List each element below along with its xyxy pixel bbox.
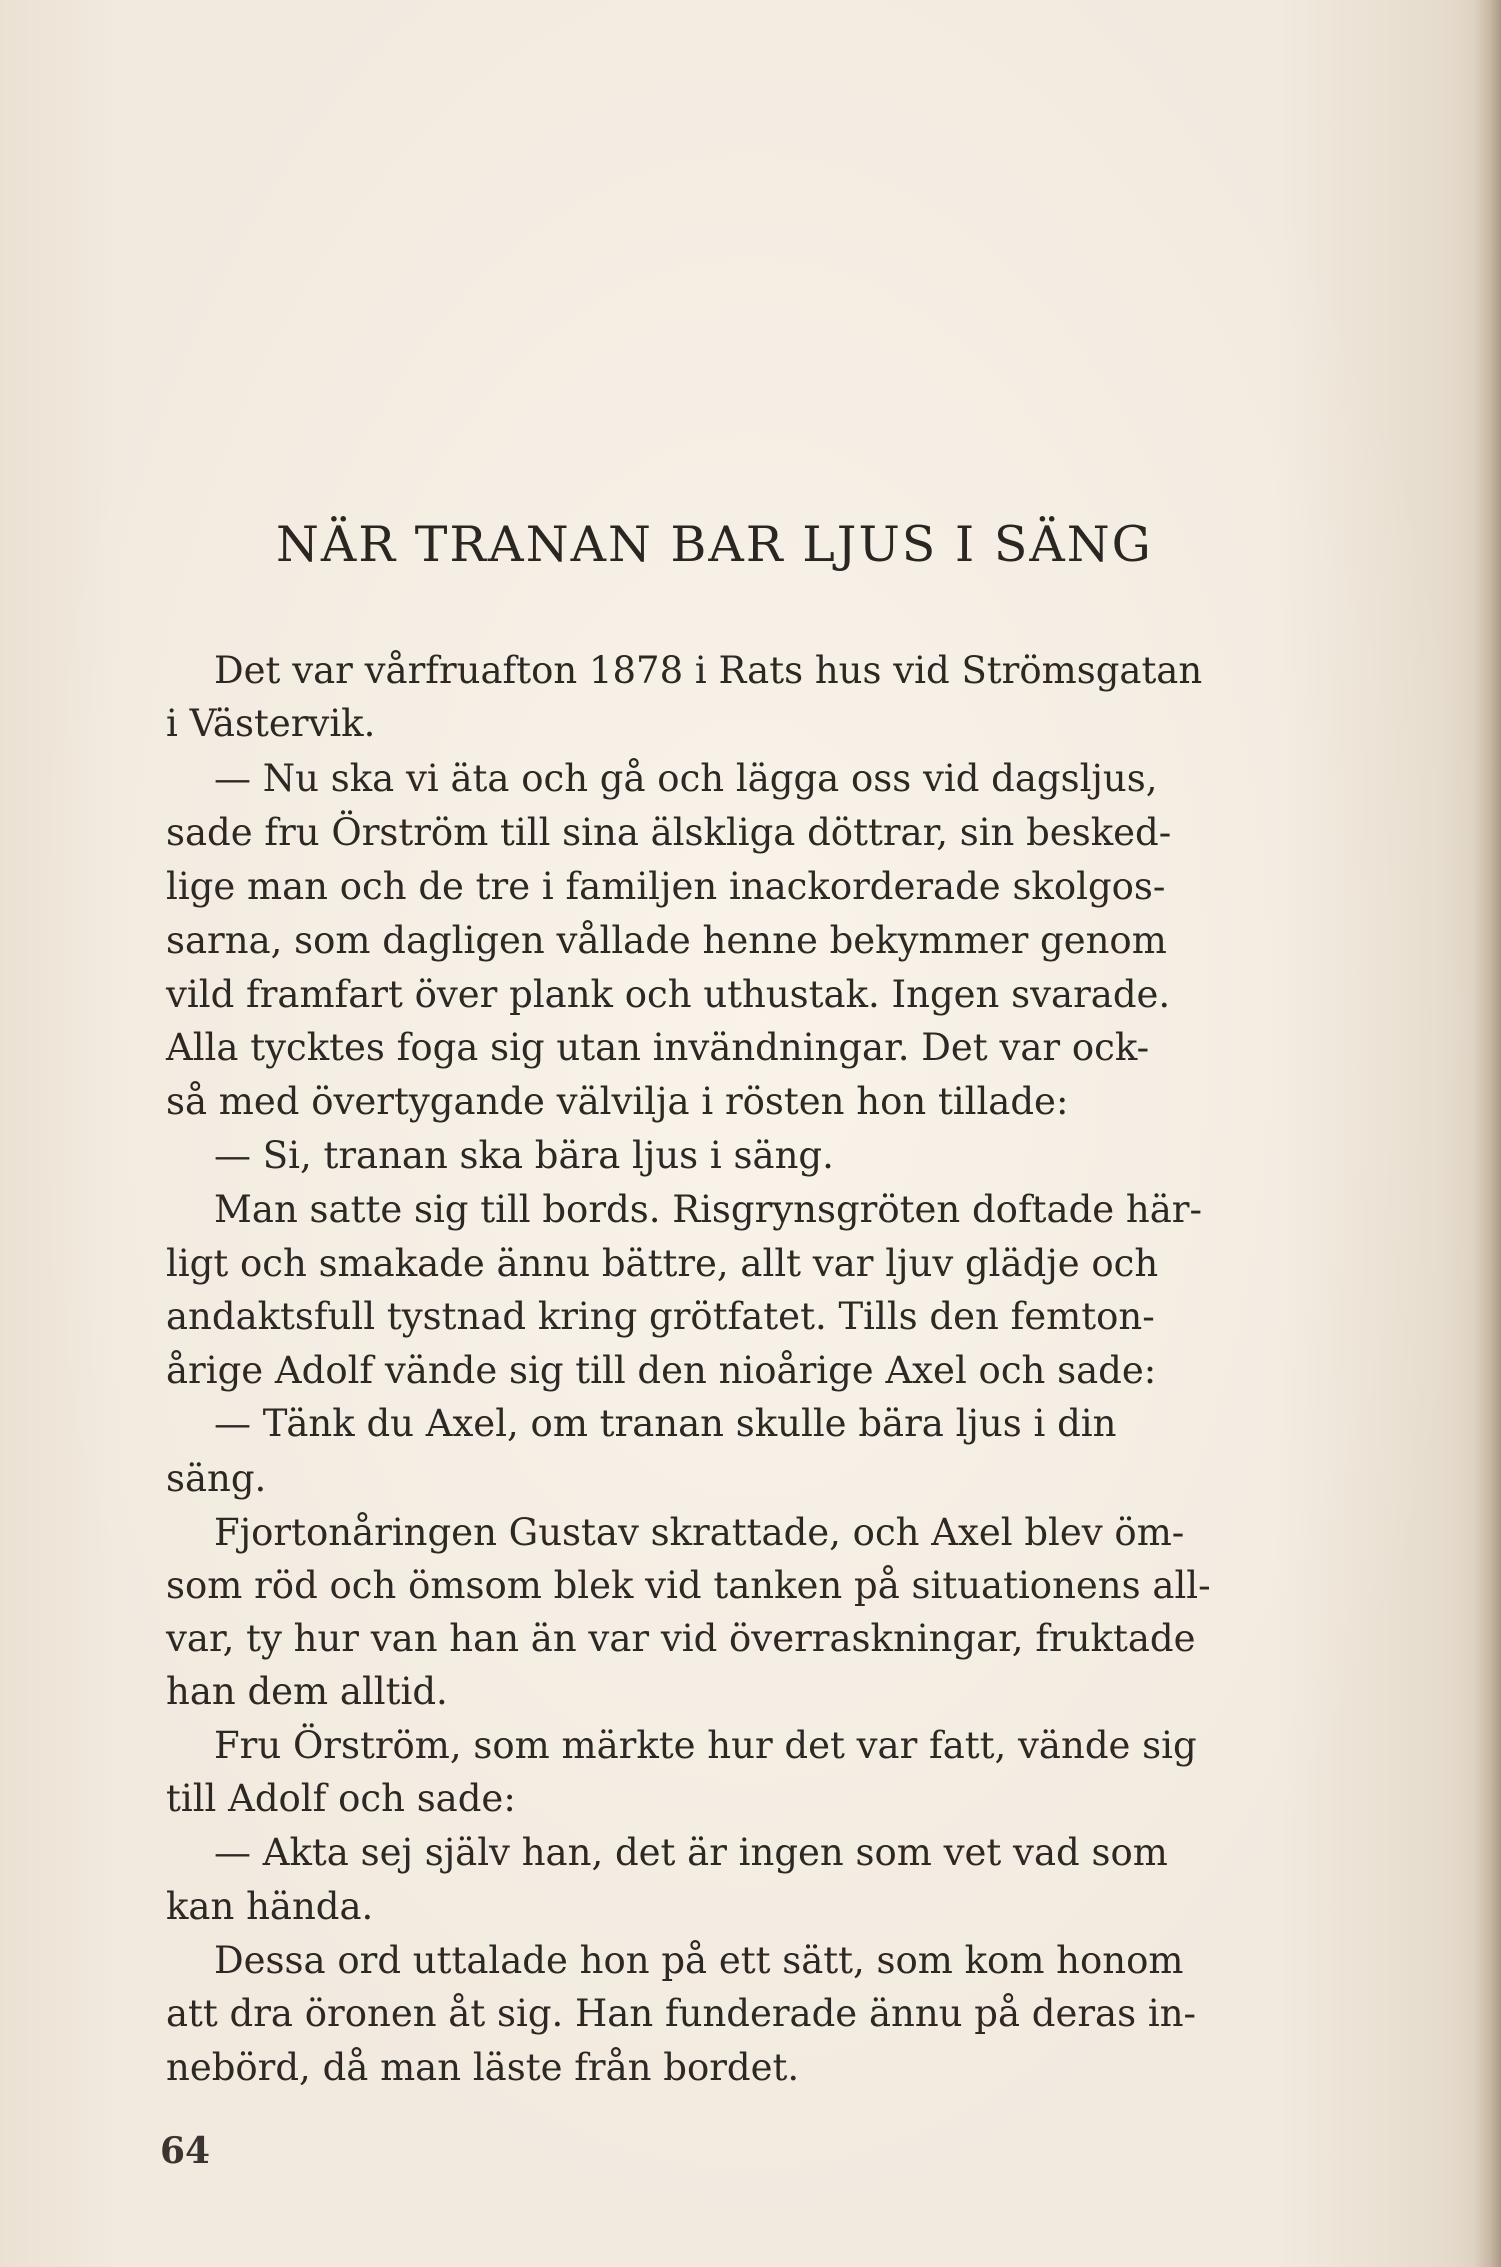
page-number: 64 [160,2130,211,2172]
text-line: säng. [166,1457,267,1500]
text-line: nebörd, då man läste från bordet. [166,2046,800,2089]
text-line: årige Adolf vände sig till den nioårige Axel och sade: [166,1349,1157,1392]
text-line: att dra öronen åt sig. Han funderade ännu på deras in- [166,1992,1197,2035]
text-line: sarna, som dagligen vållade henne bekymmer genom [166,919,1167,962]
text-line: i Västervik. [166,702,376,745]
text-line: till Adolf och sade: [166,1777,516,1820]
text-line: Fru Örström, som märkte hur det var fatt, vände sig [214,1724,1197,1767]
text-line: — Akta sej själv han, det är ingen som vet vad som [214,1831,1168,1874]
text-line: andaktsfull tystnad kring grötfatet. Tills den femton- [166,1295,1155,1338]
text-line: Det var vårfruafton 1878 i Rats hus vid Strömsgatan [214,649,1203,692]
text-line: han dem alltid. [166,1670,448,1713]
text-line: så med övertygande välvilja i rösten hon tillade: [166,1080,1069,1123]
text-line: som röd och ömsom blek vid tanken på situationens all- [166,1564,1211,1607]
text-line: ligt och smakade ännu bättre, allt var ljuv glädje och [166,1242,1159,1285]
text-line: lige man och de tre i familjen inackorderade skolgos- [166,865,1166,908]
text-line: — Tänk du Axel, om tranan skulle bära ljus i din [214,1402,1117,1445]
text-line: sade fru Örström till sina älskliga döttrar, sin besked- [166,811,1172,854]
page-edge [1473,0,1501,2267]
text-line: Fjortonåringen Gustav skrattade, och Axel blev öm- [214,1511,1185,1554]
text-line: — Si, tranan ska bära ljus i säng. [214,1134,834,1177]
text-line: var, ty hur van han än var vid överraskningar, fruktade [166,1617,1196,1660]
text-line: — Nu ska vi äta och gå och lägga oss vid dagsljus, [214,757,1158,800]
text-line: kan hända. [166,1885,374,1928]
text-line: Alla tycktes foga sig utan invändningar. Det var ock- [166,1026,1150,1069]
chapter-title: NÄR TRANAN BAR LJUS I SÄNG [276,516,1153,573]
text-line: vild framfart över plank och uthustak. Ingen svarade. [166,973,1171,1016]
text-line: Man satte sig till bords. Risgrynsgröten doftade här- [214,1188,1202,1231]
text-line: Dessa ord uttalade hon på ett sätt, som kom honom [214,1939,1184,1982]
